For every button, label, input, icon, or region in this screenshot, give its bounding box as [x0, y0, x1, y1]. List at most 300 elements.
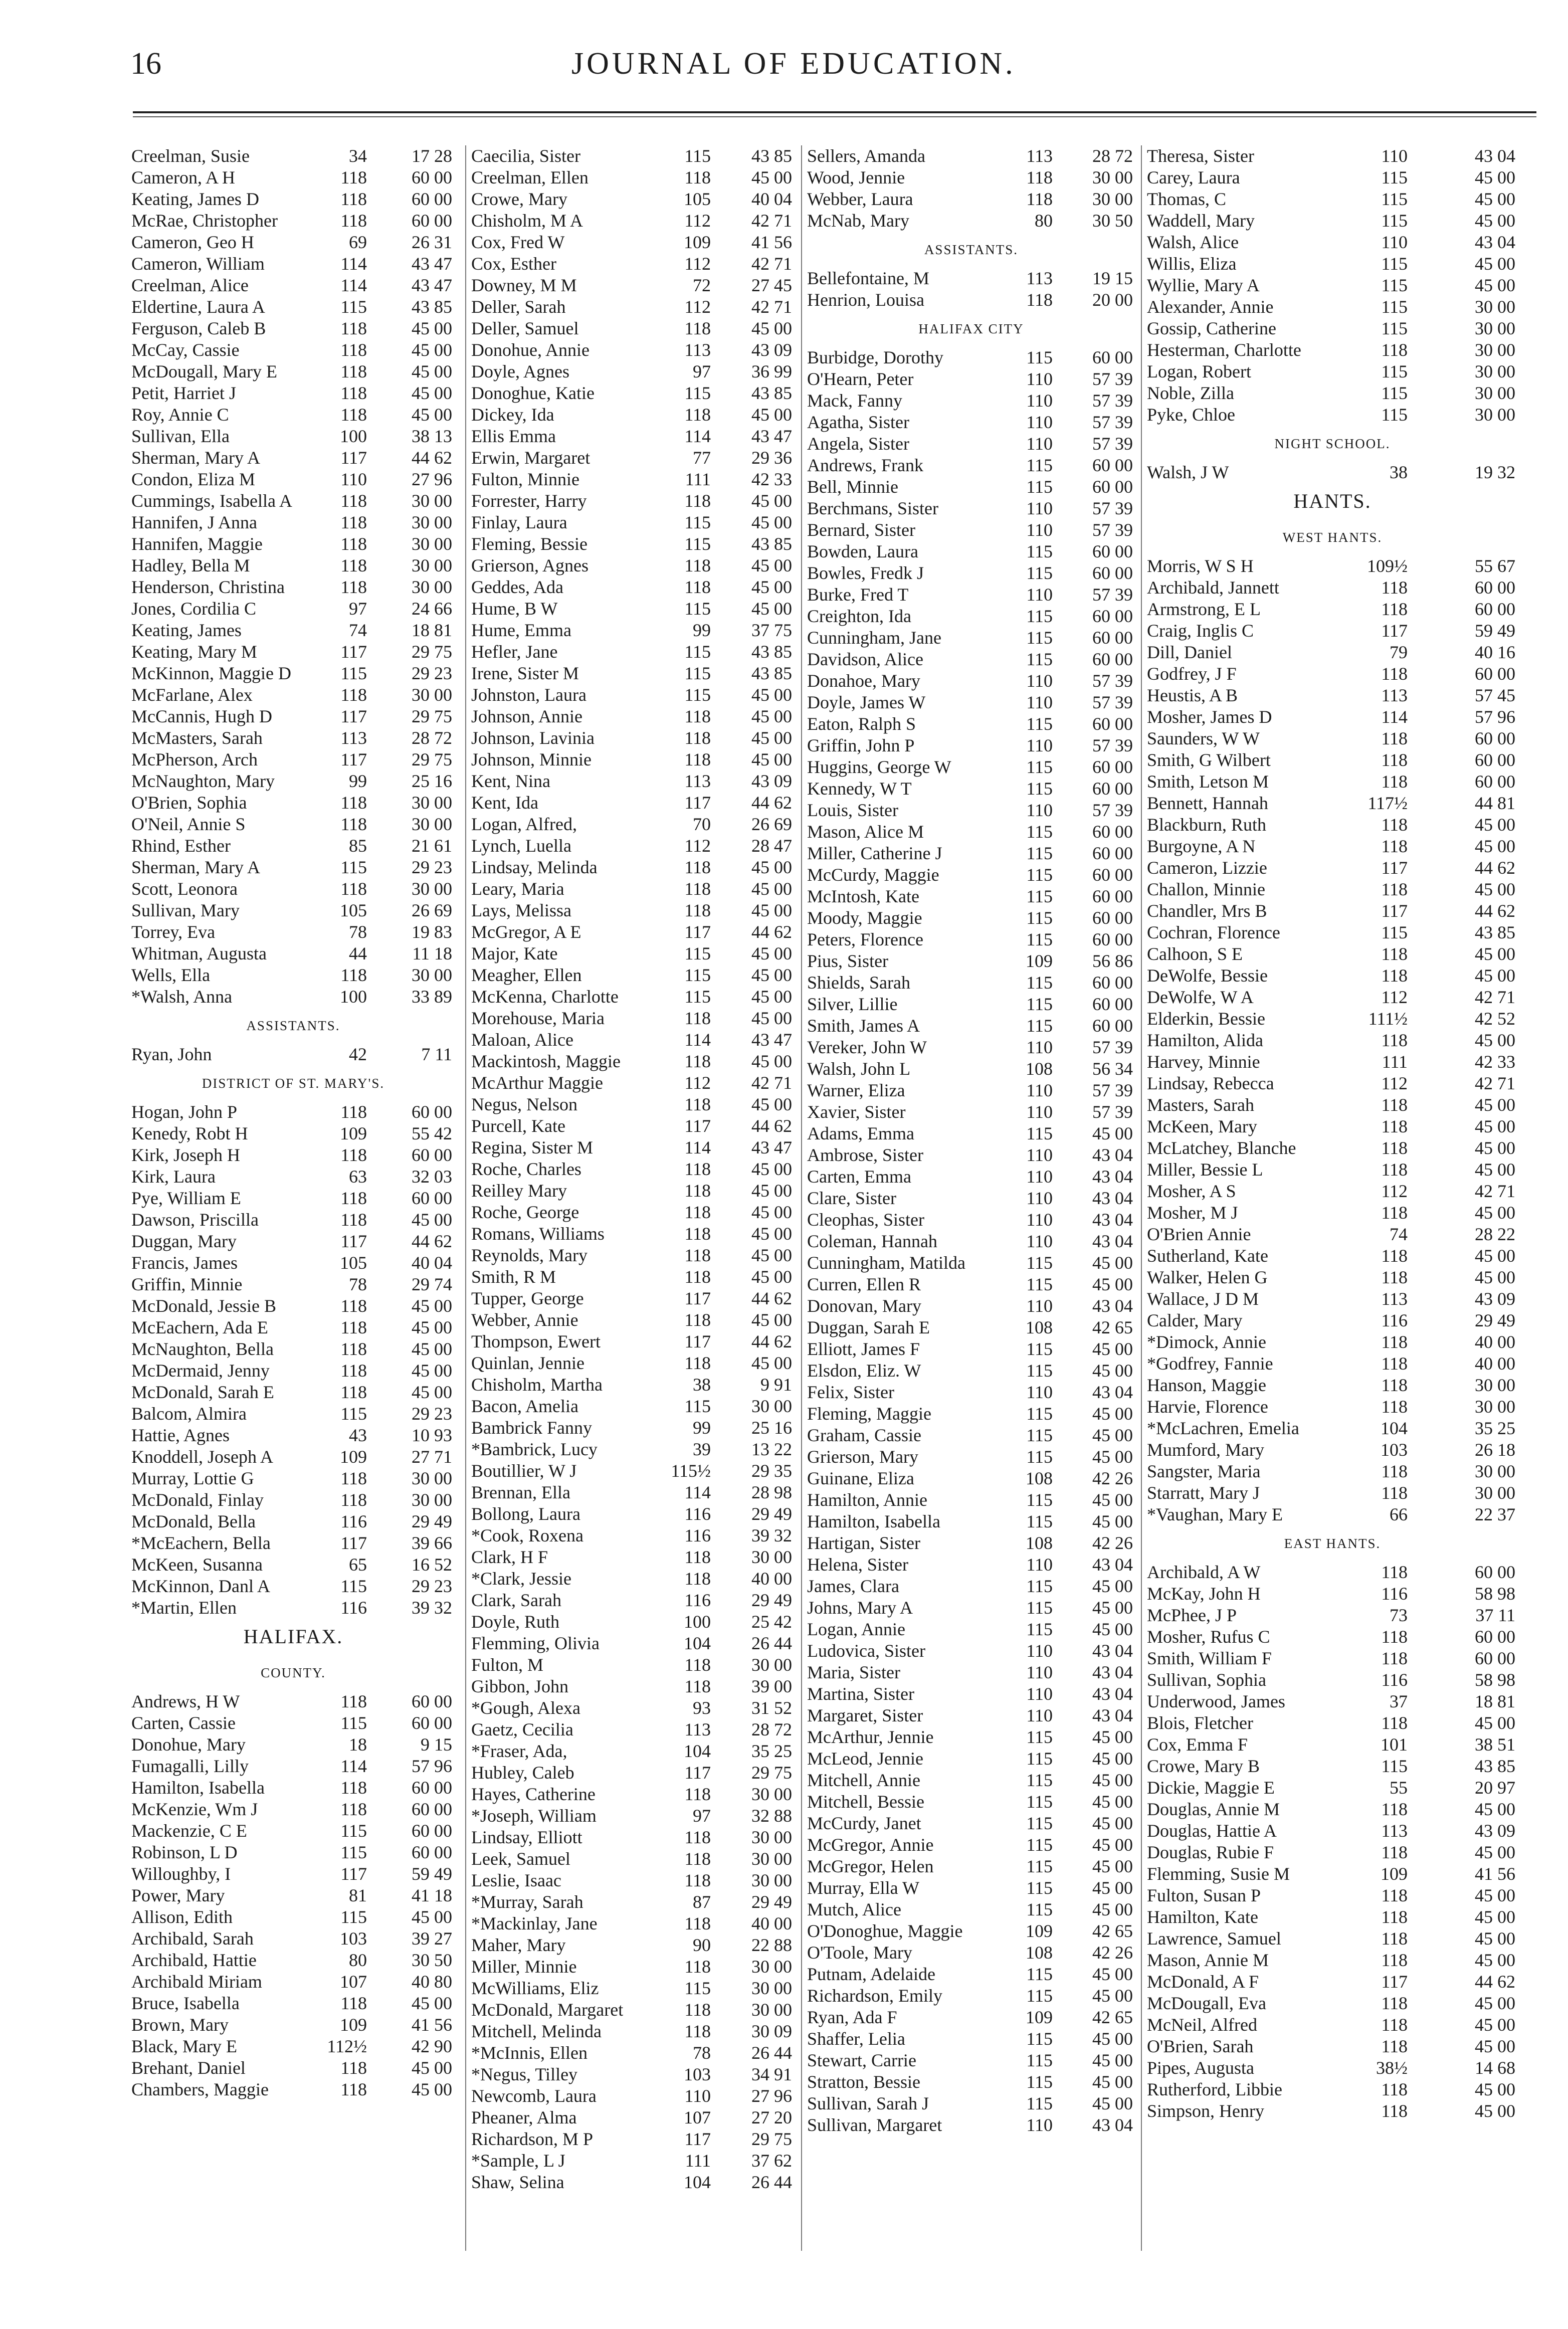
section-heading: COUNTY. — [261, 1665, 326, 1680]
teacher-row — [471, 1137, 796, 1158]
grant-amount: 14 68 — [1475, 2058, 1515, 2078]
days-taught: 115 — [1026, 563, 1053, 583]
days-taught: 110 — [1026, 391, 1053, 411]
page-number: 16 — [130, 47, 161, 81]
days-taught: 113 — [684, 340, 711, 360]
teacher-name: Kent, Ida — [471, 793, 538, 813]
days-taught: 110 — [1026, 585, 1053, 605]
section-heading: NIGHT SCHOOL. — [1274, 436, 1391, 451]
teacher-row — [807, 1985, 1135, 2007]
days-taught: 109 — [1026, 2007, 1053, 2027]
days-taught: 118 — [1381, 1267, 1408, 1287]
teacher-row — [131, 620, 455, 641]
days-taught: 118 — [684, 749, 711, 769]
teacher-row — [471, 1202, 796, 1223]
teacher-row — [1147, 1267, 1518, 1288]
teacher-row — [131, 1712, 455, 1734]
days-taught: 115 — [1026, 1835, 1053, 1855]
teacher-name: Johnson, Lavinia — [471, 728, 595, 748]
teacher-name: Deller, Sarah — [471, 297, 566, 317]
teacher-name: Meagher, Ellen — [471, 965, 582, 985]
grant-amount: 45 00 — [751, 318, 792, 338]
grant-amount: 45 00 — [1092, 2093, 1133, 2113]
teacher-row — [1147, 1993, 1518, 2014]
grant-amount: 45 00 — [751, 749, 792, 769]
teacher-row — [1147, 1030, 1518, 1051]
teacher-name: Stewart, Carrie — [807, 2050, 916, 2070]
grant-amount: 60 00 — [1092, 1016, 1133, 1036]
days-taught: 115 — [1026, 865, 1053, 885]
days-taught: 111 — [685, 469, 711, 489]
days-taught: 112 — [1381, 1181, 1408, 1201]
days-taught: 118 — [340, 1490, 367, 1510]
teacher-row — [807, 1403, 1135, 1425]
teacher-name: Jones, Cordilia C — [131, 599, 256, 619]
teacher-name: McNaughton, Mary — [131, 771, 275, 791]
teacher-name: Creelman, Susie — [131, 146, 250, 166]
grant-amount: 30 00 — [751, 1396, 792, 1416]
teacher-row — [1147, 339, 1518, 361]
grant-amount: 57 39 — [1092, 434, 1133, 454]
teacher-row — [1147, 1605, 1518, 1626]
days-taught: 115 — [1381, 318, 1408, 338]
teacher-row — [1147, 232, 1518, 253]
teacher-name: Curren, Ellen R — [807, 1274, 921, 1294]
grant-amount: 29 75 — [412, 749, 452, 769]
days-taught: 99 — [693, 1418, 711, 1438]
grant-amount: 43 04 — [1092, 1382, 1133, 1402]
section-heading: HALIFAX. — [243, 1625, 343, 1648]
teacher-name: Elsdon, Eliz. W — [807, 1361, 921, 1381]
grant-amount: 44 62 — [751, 1288, 792, 1308]
teacher-row — [807, 1662, 1135, 1683]
teacher-row — [807, 1015, 1135, 1037]
teacher-name: Dickey, Ida — [471, 405, 554, 425]
teacher-row — [131, 404, 455, 426]
grant-amount: 57 39 — [1092, 391, 1133, 411]
teacher-row — [471, 555, 796, 576]
teacher-name: Putnam, Adelaide — [807, 1964, 935, 1984]
teacher-name: Sullivan, Mary — [131, 900, 240, 920]
days-taught: 115 — [684, 383, 711, 403]
teacher-row — [131, 1101, 455, 1123]
teacher-row — [1147, 1756, 1518, 1777]
grant-amount: 28 98 — [751, 1482, 792, 1502]
days-taught: 118 — [340, 685, 367, 705]
teacher-name: Carten, Emma — [807, 1167, 911, 1187]
grant-amount: 43 04 — [1092, 1555, 1133, 1575]
teacher-row — [131, 1532, 455, 1554]
grant-amount: 45 00 — [412, 361, 452, 381]
teacher-name: Sullivan, Sarah J — [807, 2093, 929, 2113]
teacher-row — [807, 1748, 1135, 1770]
grant-amount: 60 00 — [1475, 1648, 1515, 1668]
teacher-row — [1147, 965, 1518, 987]
days-taught: 116 — [684, 1504, 711, 1524]
teacher-row — [131, 1906, 455, 1928]
teacher-name: *Vaughan, Mary E — [1147, 1504, 1283, 1524]
grant-amount: 30 00 — [1475, 1375, 1515, 1395]
days-taught: 115 — [684, 663, 711, 683]
days-taught: 117 — [340, 642, 367, 662]
days-taught: 116 — [1381, 1670, 1408, 1690]
grant-amount: 43 04 — [1092, 1641, 1133, 1661]
days-taught: 118 — [1381, 728, 1408, 748]
days-taught: 118 — [340, 814, 367, 834]
grant-amount: 33 89 — [412, 987, 452, 1007]
grant-amount: 44 62 — [412, 1231, 452, 1251]
teacher-row — [471, 382, 796, 404]
days-taught: 115 — [1381, 275, 1408, 295]
days-taught: 118 — [340, 1317, 367, 1337]
teacher-name: Challon, Minnie — [1147, 879, 1265, 899]
teacher-name: Grierson, Agnes — [471, 555, 589, 575]
teacher-name: Boutillier, W J — [471, 1461, 577, 1481]
grant-amount: 19 83 — [412, 922, 452, 942]
teacher-row — [131, 145, 455, 167]
teacher-name: Masters, Sarah — [1147, 1095, 1254, 1115]
teacher-name: Chandler, Mrs B — [1147, 901, 1267, 921]
grant-amount: 57 39 — [1092, 412, 1133, 432]
teacher-row — [131, 275, 455, 296]
teacher-row — [131, 1252, 455, 1274]
days-taught: 115 — [1026, 1770, 1053, 1790]
teacher-name: Margaret, Sister — [807, 1705, 923, 1725]
teacher-row — [131, 361, 455, 382]
teacher-name: Elderkin, Bessie — [1147, 1009, 1265, 1029]
days-taught: 118 — [340, 1102, 367, 1122]
teacher-name: McKinnon, Danl A — [131, 1576, 270, 1596]
teacher-name: Knoddell, Joseph A — [131, 1447, 273, 1467]
days-taught: 105 — [340, 1253, 367, 1273]
teacher-name: Bowles, Fredk J — [807, 563, 924, 583]
teacher-name: Cox, Emma F — [1147, 1734, 1248, 1755]
teacher-row — [807, 1920, 1135, 1942]
days-taught: 118 — [684, 2000, 711, 2020]
grant-amount: 30 00 — [751, 1784, 792, 1804]
teacher-row — [807, 2050, 1135, 2071]
days-taught: 44 — [349, 943, 367, 963]
grant-amount: 45 00 — [1475, 2079, 1515, 2099]
teacher-name: Hartigan, Sister — [807, 1533, 920, 1553]
days-taught: 110 — [1026, 1555, 1053, 1575]
teacher-row — [471, 835, 796, 857]
grant-amount: 42 33 — [751, 469, 792, 489]
days-taught: 118 — [340, 491, 367, 511]
teacher-row — [471, 1115, 796, 1137]
days-taught: 118 — [684, 167, 711, 187]
teacher-row — [131, 1044, 455, 1065]
days-taught: 118 — [684, 2021, 711, 2041]
column-divider — [465, 145, 466, 2251]
teacher-row — [807, 1252, 1135, 1274]
teacher-row — [131, 167, 455, 188]
days-taught: 115 — [340, 1713, 367, 1733]
days-taught: 118 — [340, 1210, 367, 1230]
teacher-name: Mack, Fanny — [807, 391, 902, 411]
teacher-row — [131, 533, 455, 555]
teacher-name: Ryan, John — [131, 1044, 212, 1064]
grant-amount: 45 00 — [1475, 1138, 1515, 1158]
teacher-name: Reynolds, Mary — [471, 1245, 587, 1265]
teacher-name: Hamilton, Annie — [807, 1490, 927, 1510]
teacher-name: Underwood, James — [1147, 1691, 1285, 1711]
teacher-row — [807, 1468, 1135, 1489]
teacher-row — [1147, 1863, 1518, 1885]
days-taught: 114 — [684, 426, 711, 446]
teacher-name: Eldertine, Laura A — [131, 297, 265, 317]
teacher-row — [807, 606, 1135, 627]
teacher-name: Allison, Edith — [131, 1907, 233, 1927]
days-taught: 117 — [684, 793, 711, 813]
teacher-name: Cameron, A H — [131, 167, 235, 187]
teacher-row — [471, 426, 796, 447]
grant-amount: 29 49 — [751, 1892, 792, 1912]
days-taught: 118 — [684, 1547, 711, 1567]
grant-amount: 57 96 — [1475, 707, 1515, 727]
days-taught: 115 — [1026, 1253, 1053, 1273]
grant-amount: 57 39 — [1092, 1102, 1133, 1122]
teacher-row — [807, 1834, 1135, 1856]
grant-amount: 60 00 — [1092, 347, 1133, 367]
days-taught: 118 — [684, 1159, 711, 1179]
grant-amount: 37 11 — [1475, 1605, 1515, 1625]
days-taught: 118 — [684, 1849, 711, 1869]
days-taught: 118 — [340, 555, 367, 575]
teacher-row — [807, 692, 1135, 713]
days-taught: 118 — [684, 318, 711, 338]
teacher-row — [1147, 210, 1518, 232]
grant-amount: 43 04 — [1092, 1145, 1133, 1165]
days-taught: 118 — [684, 1353, 711, 1373]
teacher-name: Walsh, John L — [807, 1059, 911, 1079]
grant-amount: 30 00 — [412, 555, 452, 575]
teacher-name: Smith, William F — [1147, 1648, 1272, 1668]
grant-amount: 45 00 — [1475, 1950, 1515, 1970]
days-taught: 110 — [1026, 1145, 1053, 1165]
teacher-row — [471, 1740, 796, 1762]
grant-amount: 43 04 — [1092, 1684, 1133, 1704]
teacher-row — [807, 843, 1135, 864]
teacher-row — [1147, 1159, 1518, 1181]
grant-amount: 29 23 — [412, 1404, 452, 1424]
teacher-name: Keating, Mary M — [131, 642, 257, 662]
teacher-row — [807, 1037, 1135, 1058]
teacher-name: Wyllie, Mary A — [1147, 275, 1260, 295]
teacher-row — [1147, 1137, 1518, 1159]
teacher-name: Condon, Eliza M — [131, 469, 255, 489]
grant-amount: 30 00 — [1475, 1483, 1515, 1503]
teacher-row — [1147, 1906, 1518, 1928]
grant-amount: 30 00 — [1475, 1461, 1515, 1481]
teacher-name: Guinane, Eliza — [807, 1468, 914, 1488]
days-taught: 118 — [340, 1382, 367, 1402]
teacher-name: Alexander, Annie — [1147, 297, 1274, 317]
grant-amount: 57 96 — [412, 1756, 452, 1776]
days-taught: 117 — [684, 1763, 711, 1783]
teacher-name: Erwin, Margaret — [471, 448, 591, 468]
days-taught: 115 — [1026, 886, 1053, 906]
days-taught: 99 — [349, 771, 367, 791]
teacher-name: Dickie, Maggie E — [1147, 1778, 1275, 1798]
days-taught: 118 — [1026, 167, 1053, 187]
teacher-row — [131, 232, 455, 253]
teacher-name: Lindsay, Melinda — [471, 857, 598, 877]
teacher-name: Kent, Nina — [471, 771, 550, 791]
grant-amount: 43 47 — [751, 1030, 792, 1050]
teacher-row — [807, 167, 1135, 188]
teacher-row — [1147, 749, 1518, 771]
days-taught: 74 — [349, 620, 367, 640]
teacher-name: Mitchell, Annie — [807, 1770, 920, 1790]
teacher-name: Hanson, Maggie — [1147, 1375, 1266, 1395]
teacher-name: Donohue, Annie — [471, 340, 590, 360]
days-taught: 116 — [340, 1511, 367, 1531]
days-taught: 110 — [1026, 520, 1053, 540]
teacher-row — [471, 2064, 796, 2085]
days-taught: 34 — [349, 146, 367, 166]
teacher-row — [807, 1640, 1135, 1662]
teacher-name: Thomas, C — [1147, 189, 1226, 209]
days-taught: 85 — [349, 836, 367, 856]
days-taught: 113 — [1381, 1289, 1408, 1309]
grant-amount: 42 33 — [1475, 1052, 1515, 1072]
days-taught: 115 — [684, 943, 711, 963]
teacher-row — [471, 1482, 796, 1503]
grant-amount: 24 66 — [412, 599, 452, 619]
column-divider — [1141, 145, 1142, 2251]
days-taught: 110 — [1026, 1188, 1053, 1208]
teacher-name: Creelman, Ellen — [471, 167, 589, 187]
teacher-row — [131, 1123, 455, 1144]
grant-amount: 45 00 — [1475, 1885, 1515, 1905]
days-taught: 118 — [684, 1870, 711, 1890]
teacher-row — [471, 921, 796, 943]
grant-amount: 30 00 — [751, 1655, 792, 1675]
grant-amount: 60 00 — [1092, 822, 1133, 842]
grant-amount: 60 00 — [1092, 973, 1133, 993]
teacher-row — [131, 1317, 455, 1338]
teacher-name: *Gough, Alexa — [471, 1698, 580, 1718]
days-taught: 109 — [1381, 1864, 1408, 1884]
teacher-row — [807, 1058, 1135, 1080]
grant-amount: 40 04 — [751, 189, 792, 209]
grant-amount: 45 00 — [412, 1382, 452, 1402]
grant-amount: 30 09 — [751, 2021, 792, 2041]
teacher-row — [471, 1891, 796, 1913]
teacher-row — [1147, 296, 1518, 318]
days-taught: 81 — [349, 1885, 367, 1905]
teacher-name: Hume, B W — [471, 599, 558, 619]
teacher-name: Clare, Sister — [807, 1188, 896, 1208]
days-taught: 110 — [1026, 1167, 1053, 1187]
days-taught: 118 — [340, 1296, 367, 1316]
teacher-row — [471, 339, 796, 361]
teacher-name: Blois, Fletcher — [1147, 1713, 1253, 1733]
teacher-row — [807, 1705, 1135, 1726]
days-taught: 118 — [684, 555, 711, 575]
teacher-name: Crowe, Mary — [471, 189, 567, 209]
days-taught: 118 — [1026, 189, 1053, 209]
grant-amount: 45 00 — [1092, 1447, 1133, 1467]
teacher-name: Harvey, Minnie — [1147, 1052, 1260, 1072]
days-taught: 118 — [340, 512, 367, 532]
teacher-name: Douglas, Rubie F — [1147, 1842, 1274, 1862]
grant-amount: 45 00 — [1092, 1274, 1133, 1294]
grant-amount: 43 85 — [1475, 922, 1515, 942]
grant-amount: 26 18 — [1475, 1440, 1515, 1460]
teacher-name: O'Neil, Annie S — [131, 814, 246, 834]
days-taught: 115 — [1026, 606, 1053, 626]
grant-amount: 60 00 — [1092, 929, 1133, 949]
teacher-row — [471, 1956, 796, 1978]
days-taught: 113 — [684, 771, 711, 791]
days-taught: 108 — [1026, 1059, 1053, 1079]
grant-amount: 29 49 — [412, 1511, 452, 1531]
teacher-name: Henderson, Christina — [131, 577, 285, 597]
teacher-row — [807, 2007, 1135, 2028]
grant-amount: 41 56 — [412, 2015, 452, 2035]
teacher-name: Flemming, Susie M — [1147, 1864, 1290, 1884]
days-taught: 118 — [684, 1245, 711, 1265]
teacher-row — [471, 814, 796, 835]
days-taught: 118 — [1381, 340, 1408, 360]
days-taught: 118 — [1381, 1799, 1408, 1819]
grant-amount: 39 00 — [751, 1676, 792, 1696]
grant-amount: 43 04 — [1092, 1662, 1133, 1682]
days-taught: 115 — [1026, 2050, 1053, 2070]
teacher-row — [807, 289, 1135, 311]
teacher-row — [131, 641, 455, 663]
days-taught: 115 — [1026, 2029, 1053, 2049]
teacher-row — [471, 1805, 796, 1827]
grant-amount: 30 00 — [412, 1468, 452, 1488]
teacher-row — [471, 1611, 796, 1633]
section-heading: DISTRICT OF ST. MARY'S. — [202, 1076, 385, 1091]
days-taught: 115 — [1026, 714, 1053, 734]
teacher-name: Cochran, Florence — [1147, 922, 1280, 942]
teacher-row — [1147, 1245, 1518, 1267]
teacher-name: Pheaner, Alma — [471, 2107, 577, 2127]
days-taught: 115 — [1381, 297, 1408, 317]
teacher-name: Mackenzie, C E — [131, 1821, 247, 1841]
teacher-row — [807, 476, 1135, 498]
grant-amount: 45 00 — [1092, 1425, 1133, 1445]
teacher-row — [807, 519, 1135, 541]
grant-amount: 60 00 — [412, 1799, 452, 1819]
column-4 — [1147, 145, 1518, 2122]
teacher-name: Torrey, Eva — [131, 922, 216, 942]
teacher-row — [807, 1317, 1135, 1338]
teacher-row — [807, 2028, 1135, 2050]
grant-amount: 30 00 — [1475, 318, 1515, 338]
days-taught: 100 — [340, 426, 367, 446]
teacher-row — [131, 296, 455, 318]
teacher-row — [471, 641, 796, 663]
teacher-row — [471, 1223, 796, 1245]
days-taught: 118 — [684, 1784, 711, 1804]
teacher-name: Mosher, Rufus C — [1147, 1627, 1270, 1647]
teacher-name: Johnson, Minnie — [471, 749, 592, 769]
days-taught: 108 — [1026, 1468, 1053, 1488]
teacher-row — [131, 512, 455, 533]
days-taught: 37 — [1390, 1691, 1408, 1711]
days-taught: 115 — [1026, 1986, 1053, 2006]
days-taught: 115 — [1381, 1756, 1408, 1776]
grant-amount: 45 00 — [1092, 1123, 1133, 1143]
grant-amount: 42 71 — [751, 211, 792, 231]
days-taught: 118 — [340, 405, 367, 425]
